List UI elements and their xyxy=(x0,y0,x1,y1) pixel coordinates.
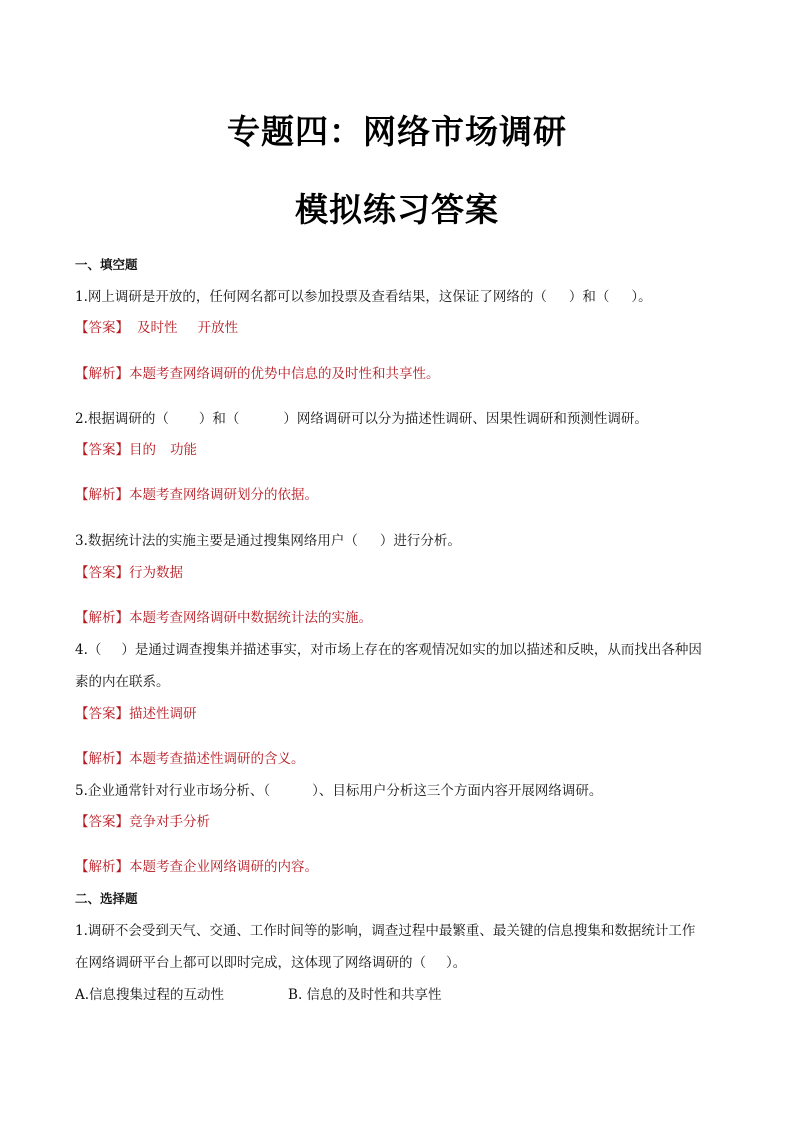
choice-question-1-continued xyxy=(75,954,725,972)
question-text: ）进行分析。 xyxy=(379,533,461,549)
answer-tag: 【答案】 xyxy=(75,706,129,722)
analysis-row xyxy=(75,858,725,876)
choice-question-1: 1.调研不会受到天气、交通、工作时间等的影响，调查过程中最繁重、最关键的信息搜集和数据统计工作 xyxy=(75,923,696,939)
question-2 xyxy=(75,410,725,428)
section-heading-multiple-choice: 二、选择题 xyxy=(75,891,138,906)
answer-value: 行为数据 xyxy=(129,565,183,581)
question-1 xyxy=(75,288,725,306)
choice-options-row xyxy=(75,986,725,1004)
question-4-continued: 素的内在联系。 xyxy=(75,674,170,690)
analysis-text: 本题考查网络调研的优势中信息的及时性和共享性。 xyxy=(129,366,440,382)
question-text: ）。 xyxy=(631,289,652,305)
answer-value: 目的 xyxy=(129,442,156,458)
answer-row xyxy=(75,441,725,459)
question-text: ）。 xyxy=(446,955,467,971)
question-text: ）网络调研可以分为描述性调研、因果性调研和预测性调研。 xyxy=(283,411,648,427)
question-text: 3.数据统计法的实施主要是通过搜集网络用户（ xyxy=(75,533,358,549)
question-text: ）和（ xyxy=(568,289,610,305)
answer-value: 开放性 xyxy=(197,320,238,336)
analysis-text: 本题考查网络调研划分的依据。 xyxy=(129,487,318,503)
answer-value: 描述性调研 xyxy=(129,706,197,722)
answer-row xyxy=(75,813,725,831)
answer-tag: 【答案】 xyxy=(75,442,129,458)
analysis-row xyxy=(75,750,725,768)
question-text: 在网络调研平台上都可以即时完成，这体现了网络调研的（ xyxy=(75,955,426,971)
analysis-text: 本题考查企业网络调研的内容。 xyxy=(129,859,318,875)
question-text: 1.网上调研是开放的，任何网名都可以参加投票及查看结果，这保证了网络的（ xyxy=(75,289,547,305)
question-text: ）是通过调查搜集并描述事实，对市场上存在的客观情况如实的加以描述和反映，从而找出各种因 xyxy=(121,642,702,658)
answer-row xyxy=(75,705,725,723)
answer-tag: 【答案】 xyxy=(75,320,129,336)
question-text: 2.根据调研的（ xyxy=(75,411,169,427)
analysis-text: 本题考查描述性调研的含义。 xyxy=(129,751,305,767)
answer-value: 竞争对手分析 xyxy=(129,814,210,830)
analysis-text: 本题考查网络调研中数据统计法的实施。 xyxy=(129,610,372,626)
analysis-tag: 【解析】 xyxy=(75,751,129,767)
question-3 xyxy=(75,532,725,550)
answer-value: 功能 xyxy=(170,442,197,458)
analysis-row xyxy=(75,486,725,504)
answer-tag: 【答案】 xyxy=(75,565,129,581)
question-text: ）和（ xyxy=(198,411,240,427)
question-text: 4.（ xyxy=(75,642,102,658)
answer-row xyxy=(75,319,725,337)
answer-tag: 【答案】 xyxy=(75,814,129,830)
section-heading-fill-blank: 一、填空题 xyxy=(75,257,138,272)
analysis-tag: 【解析】 xyxy=(75,859,129,875)
analysis-row xyxy=(75,609,725,627)
answer-row xyxy=(75,564,725,582)
analysis-tag: 【解析】 xyxy=(75,366,129,382)
answer-value: 及时性 xyxy=(137,320,178,336)
analysis-tag: 【解析】 xyxy=(75,487,129,503)
option-b: B. 信息的及时性和共享性 xyxy=(288,987,442,1003)
question-text: ）、目标用户分析这三个方面内容开展网络调研。 xyxy=(312,783,603,799)
analysis-row xyxy=(75,365,725,383)
question-4 xyxy=(75,641,725,659)
option-a: A.信息搜集过程的互动性 xyxy=(75,987,225,1003)
question-5 xyxy=(75,782,725,800)
page-title: 专题四：网络市场调研 xyxy=(227,112,567,151)
question-text: 5.企业通常针对行业市场分析、（ xyxy=(75,783,271,799)
page-subtitle: 模拟练习答案 xyxy=(295,190,499,229)
analysis-tag: 【解析】 xyxy=(75,610,129,626)
